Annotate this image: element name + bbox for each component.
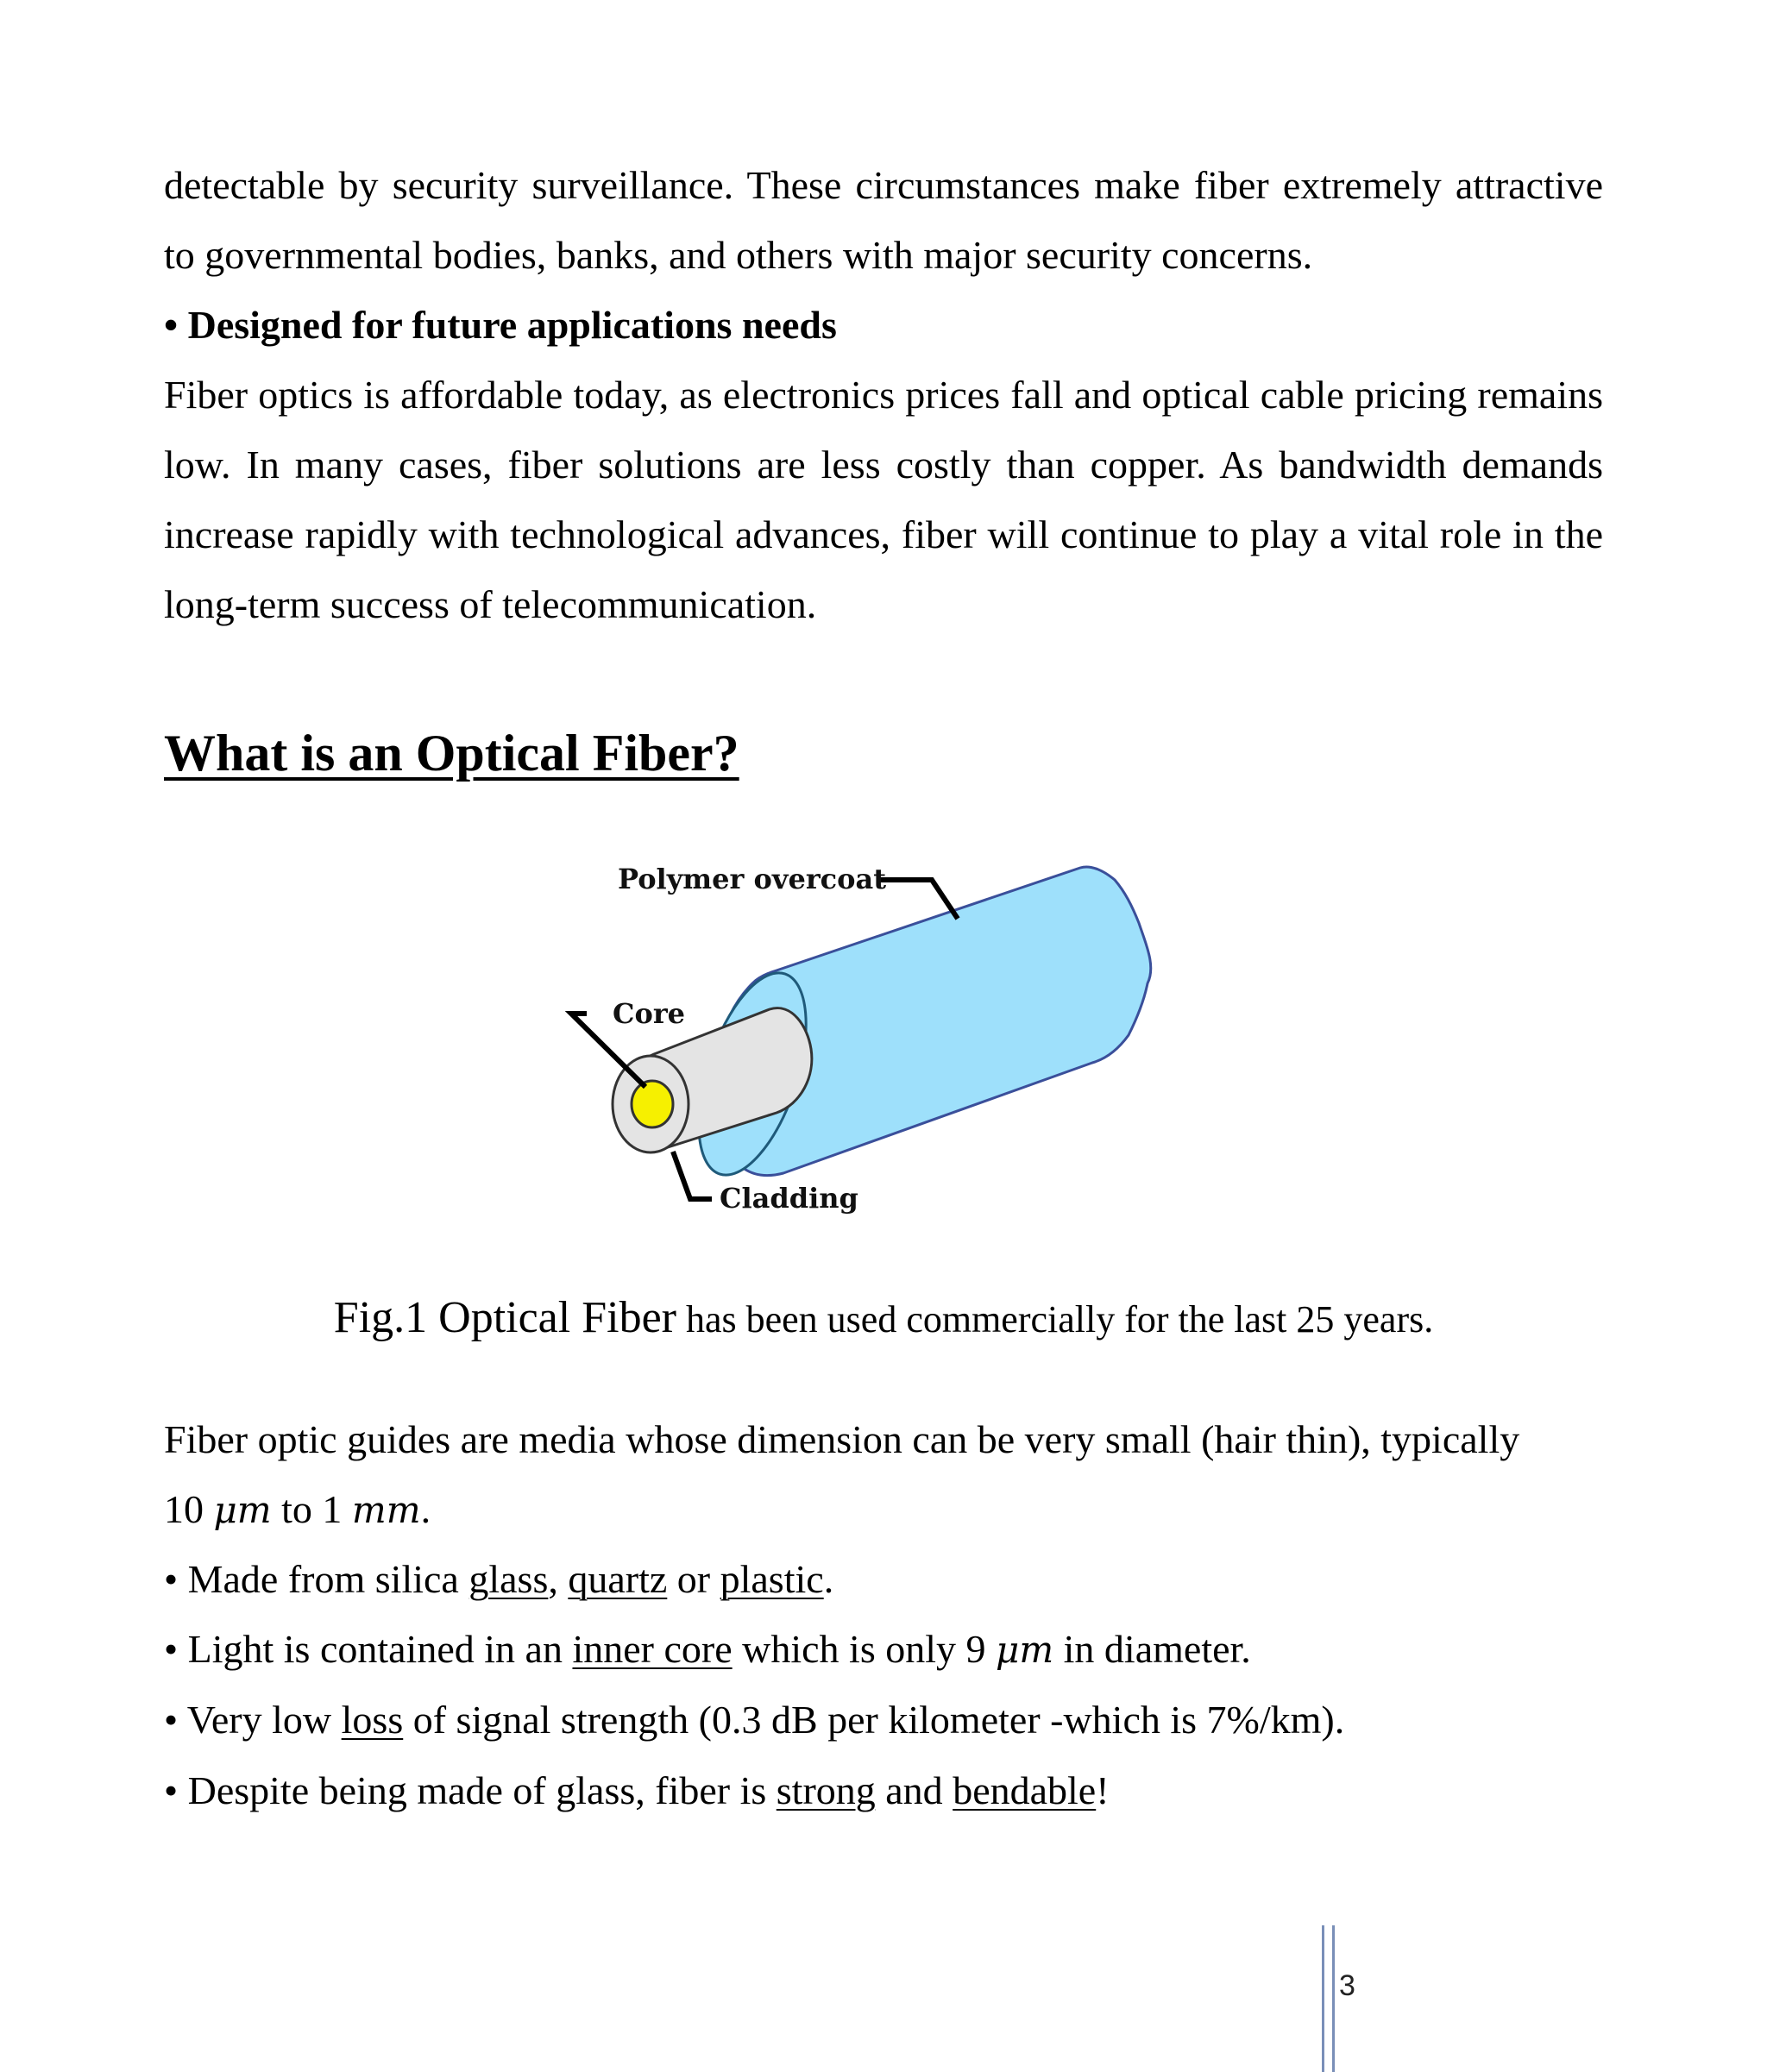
bullet-core-mid: which is only 9 [732,1627,997,1671]
intro-end: . [420,1487,431,1531]
page-number: 3 [1339,1969,1355,2002]
bullet-heading-future: • Designed for future applications needs [164,303,837,347]
unit-millimeter: mm [351,1489,421,1531]
sep-or: or [667,1557,720,1601]
section-heading: What is an Optical Fiber? [164,725,739,782]
bullet-strong-end: ! [1096,1768,1110,1812]
bullet-loss-prefix: • Very low [164,1698,342,1742]
caption-rest: has been used commercially for the last 25 years. [676,1298,1434,1341]
bullet-low-loss [164,1685,1603,1755]
intro-line1: Fiber optic guides are media whose dimension can be very small (hair thin), typically [164,1417,1520,1461]
bullet-materials-end: . [823,1557,834,1601]
link-glass: glass [468,1557,549,1601]
bullet-materials [164,1544,1603,1614]
page-number-divider [1322,1925,1335,2072]
bullet-core-prefix: • Light is contained in an [164,1627,573,1671]
bullet-inner-core [164,1614,1603,1685]
label-polymer-overcoat: Polymer overcoat [618,863,887,895]
unit-micrometer: μm [213,1489,272,1531]
bullet-core-end: in diameter. [1053,1627,1251,1671]
caption-lead: Fig.1 Optical Fiber [333,1293,676,1342]
sep-comma: , [548,1557,569,1601]
bullet-materials-prefix: • Made from silica [164,1557,469,1601]
optical-fiber-figure [552,854,1208,1234]
link-plastic: plastic [720,1557,824,1601]
bullet-strong-prefix: • Despite being made of glass, fiber is [164,1768,777,1812]
core-shape [632,1081,673,1127]
link-strong: strong [776,1768,876,1812]
bullet-strong-bendable [164,1755,1603,1825]
paragraph-affordable: Fiber optics is affordable today, as electronics prices fall and optical cable pricing remains low. In many cases, fiber solutions are less costly than copper. As bandwidth demands increase rapidly with technological advances, fiber will continue to play a vital role in the long-term success of telecommunication. [164,373,1603,626]
link-inner-core: inner core [572,1627,733,1671]
figure-caption [0,1288,1767,1350]
bullet-loss-end: of signal strength (0.3 dB per kilometer -which is 7%/km). [403,1698,1345,1742]
link-quartz: quartz [568,1557,668,1601]
label-cladding: Cladding [720,1182,858,1215]
bullet-strong-and: and [875,1768,953,1812]
intro-num: 10 [164,1487,214,1531]
link-bendable: bendable [953,1768,1097,1812]
paragraph-security: detectable by security surveillance. These circumstances make fiber extremely attractive to governmental bodies, banks, and others with major security concerns. [164,163,1603,277]
link-loss: loss [341,1698,404,1742]
paragraph-intro [164,1404,1603,1545]
intro-to: to 1 [271,1487,352,1531]
fiber-diagram [552,854,1208,1234]
label-core: Core [613,997,686,1030]
unit-micrometer-2: μm [996,1629,1054,1671]
